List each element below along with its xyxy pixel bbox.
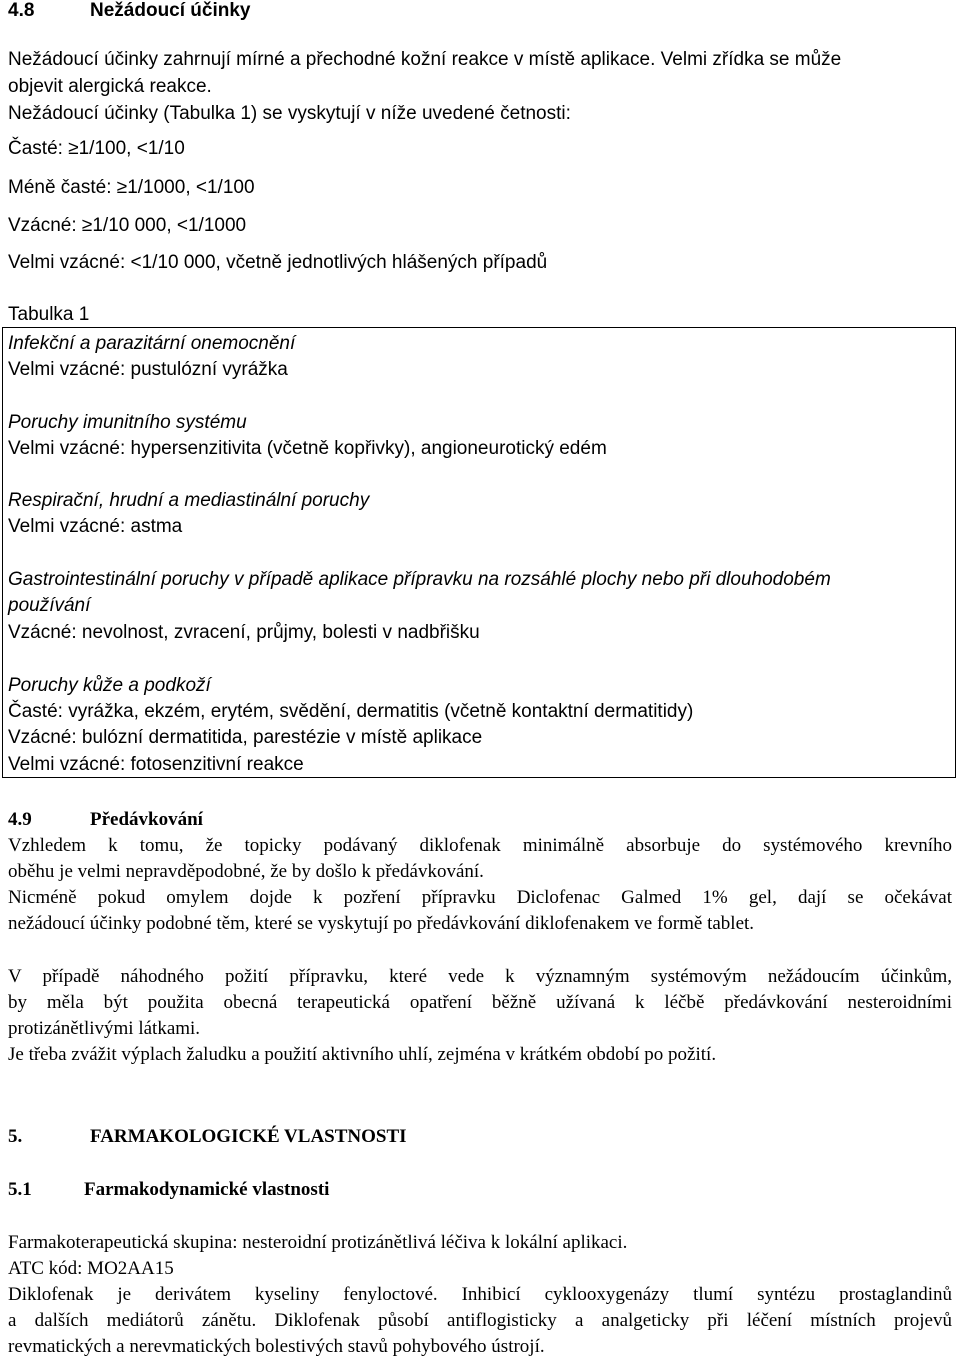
- table-entry: Velmi vzácné: pustulózní vyrážka: [8, 359, 288, 380]
- section-number: 5.: [8, 1126, 23, 1147]
- table-group-heading: Poruchy kůže a podkoží: [8, 675, 211, 696]
- table-group-heading: Gastrointestinální poruchy v případě aplikace přípravku na rozsáhlé plochy nebo při dlouhodobém: [8, 569, 831, 590]
- section-5-1-heading: [8, 1177, 329, 1203]
- section-title: FARMAKOLOGICKÉ VLASTNOSTI: [90, 1126, 407, 1147]
- pharmacodynamics-line: Diklofenak je derivátem kyseliny fenyloctové. Inhibicí cyklooxygenázy tlumí syntézu prostaglandinů: [8, 1284, 952, 1305]
- table-caption: Tabulka 1: [8, 304, 90, 325]
- overdose-paragraph-line: V případě náhodného požití přípravku, které vede k významným systémovým nežádoucím účinkům,: [8, 966, 952, 987]
- pharmacodynamics-line: Farmakoterapeutická skupina: nesteroidní protizánětlivá léčiva k lokální aplikaci.: [8, 1232, 628, 1253]
- frequency-uncommon: Méně časté: ≥1/1000, <1/100: [8, 177, 255, 198]
- overdose-paragraph-line: Vzhledem k tomu, že topicky podávaný diklofenak minimálně absorbuje do systémového krevního: [8, 835, 952, 856]
- section-4-9-heading: [8, 807, 203, 833]
- section-number: 5.1: [8, 1179, 32, 1200]
- section-4-8-heading: [8, 0, 251, 24]
- section-number: 4.8: [8, 0, 35, 21]
- table-group-heading: používání: [8, 595, 91, 616]
- table-entry: Časté: vyrážka, ekzém, erytém, svědění, dermatitis (včetně kontaktní dermatitidy): [8, 701, 694, 722]
- pharmacodynamics-line: a dalších mediátorů zánětu. Diklofenak působí antiflogisticky a analgeticky při léčení místních projevů: [8, 1310, 952, 1331]
- table-group-heading: Infekční a parazitární onemocnění: [8, 333, 296, 354]
- table-entry: Velmi vzácné: astma: [8, 516, 183, 537]
- section-number: 4.9: [8, 809, 32, 830]
- table-group-heading: Poruchy imunitního systému: [8, 412, 247, 433]
- section-title: Farmakodynamické vlastnosti: [84, 1179, 330, 1200]
- overdose-paragraph-line: Je třeba zvážit výplach žaludku a použití aktivního uhlí, zejména v krátkém období po požití.: [8, 1044, 717, 1065]
- intro-paragraph-line: Nežádoucí účinky zahrnují mírné a přechodné kožní reakce v místě aplikace. Velmi zřídka se může: [8, 49, 842, 70]
- section-5-heading: [8, 1124, 407, 1150]
- frequency-very-rare: Velmi vzácné: <1/10 000, včetně jednotlivých hlášených případů: [8, 252, 548, 273]
- frequency-rare: Vzácné: ≥1/10 000, <1/1000: [8, 215, 247, 236]
- table-entry: Vzácné: nevolnost, zvracení, průjmy, bolesti v nadbřišku: [8, 622, 480, 643]
- pharmacodynamics-line: revmatických a nerevmatických bolestivých stavů pohybového ústrojí.: [8, 1336, 545, 1357]
- overdose-paragraph-line: oběhu je velmi nepravděpodobné, že by došlo k předávkování.: [8, 861, 484, 882]
- table-entry: Velmi vzácné: fotosenzitivní reakce: [8, 754, 304, 775]
- section-title: Nežádoucí účinky: [90, 0, 251, 21]
- overdose-paragraph-line: nežádoucí účinky podobné těm, které se vyskytují po předávkování diklofenakem ve formě tablet.: [8, 913, 755, 934]
- intro-paragraph-line: objevit alergická reakce.: [8, 76, 212, 97]
- table-group-heading: Respirační, hrudní a mediastinální poruchy: [8, 490, 370, 511]
- table-entry: Vzácné: bulózní dermatitida, parestézie v místě aplikace: [8, 727, 483, 748]
- frequency-intro: Nežádoucí účinky (Tabulka 1) se vyskytují v níže uvedené četnosti:: [8, 103, 571, 124]
- atc-code: ATC kód: MO2AA15: [8, 1258, 174, 1279]
- overdose-paragraph-line: protizánětlivými látkami.: [8, 1018, 201, 1039]
- frequency-common: Časté: ≥1/100, <1/10: [8, 138, 185, 159]
- overdose-paragraph-line: by měla být použita obecná terapeutická opatření běžně užívaná k léčbě předávkování nesteroidními: [8, 992, 952, 1013]
- section-title: Předávkování: [90, 809, 203, 830]
- table-entry: Velmi vzácné: hypersenzitivita (včetně kopřivky), angioneurotický edém: [8, 438, 607, 459]
- overdose-paragraph-line: Nicméně pokud omylem dojde k pozření přípravku Diclofenac Galmed 1% gel, dají se očekávat: [8, 887, 952, 908]
